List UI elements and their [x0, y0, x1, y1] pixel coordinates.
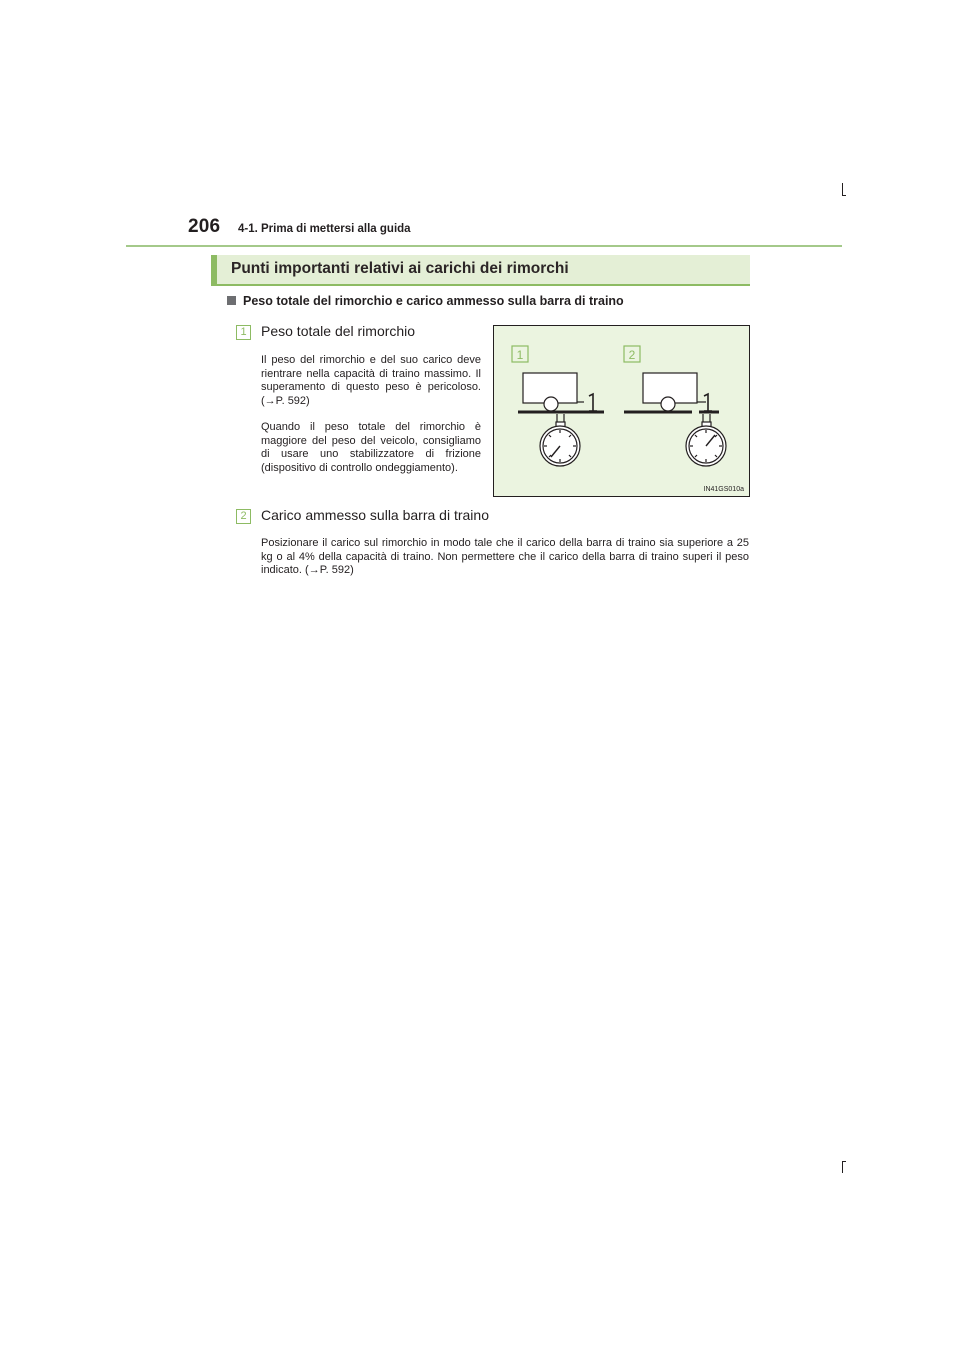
item-number-badge: 1 — [236, 325, 251, 340]
page-number: 206 — [188, 216, 221, 237]
trailer-wheel — [661, 397, 675, 411]
running-head: 4-1. Prima di mettersi alla guida — [238, 223, 411, 235]
item-number-badge: 2 — [236, 509, 251, 524]
trailer-wheel — [544, 397, 558, 411]
crop-mark-bottom — [842, 1161, 843, 1173]
header-rule — [126, 245, 842, 247]
figure-label: 2 — [628, 348, 636, 362]
trailer-scale-illustration — [494, 326, 751, 498]
subheading: Peso totale del rimorchio e carico ammesso sulla barra di traino — [243, 294, 624, 308]
trailer-scale-figure — [493, 325, 750, 497]
jack-stand — [589, 394, 593, 411]
section-heading-box — [211, 255, 750, 286]
item-title: Peso totale del rimorchio — [261, 323, 416, 339]
item-paragraph: Quando il peso totale del rimorchio è maggiore del peso del veicolo, consigliamo di usare uno stabilizzatore di frizione (dispositivo di controllo ondeggiamento). — [261, 421, 481, 474]
crop-mark-top — [842, 183, 843, 195]
section-title: Punti importanti relativi ai carichi dei rimorchi — [231, 260, 569, 277]
square-bullet-icon — [227, 296, 236, 305]
item-paragraph: Posizionare il carico sul rimorchio in modo tale che il carico della barra di traino sia superiore a 25 kg o al 4% della capacità di traino. Non permettere che il carico della barra di traino superi il peso indicato. (→P. 592) — [261, 537, 749, 576]
crop-mark-top — [842, 195, 846, 196]
figure-code: IN41GS010a — [703, 486, 744, 493]
figure-label: 1 — [516, 348, 524, 362]
item-title: Carico ammesso sulla barra di traino — [261, 507, 489, 523]
item-paragraph: Il peso del rimorchio e del suo carico deve rientrare nella capacità di traino massimo. Il superamento di questo peso è pericoloso. (→P. 592) — [261, 354, 481, 407]
crop-mark-bottom — [842, 1161, 846, 1162]
